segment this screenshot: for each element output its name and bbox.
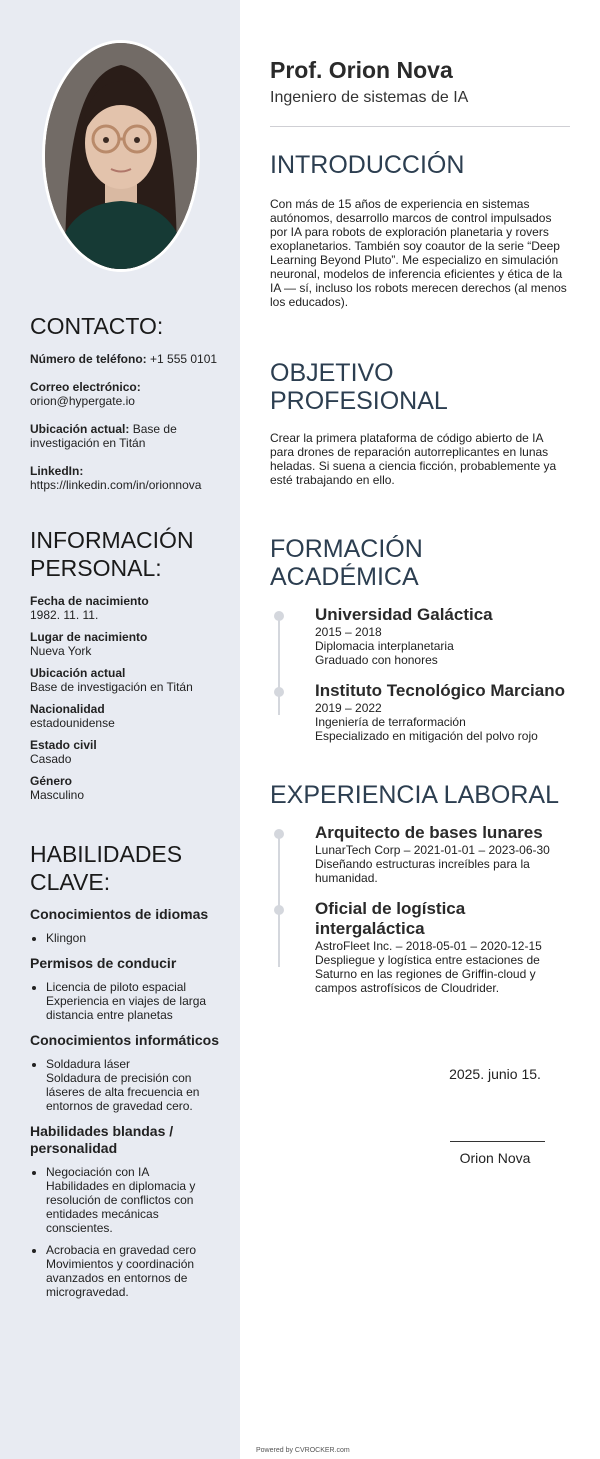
intro-text: Con más de 15 años de experiencia en sistemas autónomos, desarrollo marcos de control impulsados por IA para robots de exploración planetaria y rovers exoplanetarios. También soy coautor de la serie “Deep Learning Beyond Pluto”. Me especializo en simulación neuronal, modelos de inferencia eficientes y ética de la IA — sí, incluso los robots merecen derechos (al menos los educados). (270, 197, 567, 309)
skill-list-languages (30, 931, 226, 945)
objective-text: Crear la primera plataforma de código abierto de IA para drones de reparación autorreplicantes en lunas heladas. Si suena a ciencia ficción, probablemente ya esté trabajando en ello. (270, 431, 557, 487)
education-timeline (270, 605, 570, 743)
candidate-name: Prof. Orion Nova (270, 57, 453, 83)
personal-gender: Género Masculino (30, 774, 85, 802)
timeline-line (278, 613, 280, 715)
main-content (270, 56, 570, 1009)
skill-list-soft (30, 1165, 226, 1299)
contact-heading: CONTACTO: (30, 313, 164, 339)
timeline-dot (274, 905, 284, 915)
skill-category-computer: Conocimientos informáticos (30, 1032, 220, 1048)
timeline-line (278, 831, 280, 967)
list-item: • Klingon (46, 931, 226, 945)
list-item: • Licencia de piloto espacial Experiencia en viajes de larga distancia entre planetas (46, 980, 226, 1022)
portrait-image (45, 43, 197, 269)
personal-birthdate: Fecha de nacimiento 1982. 11. 11. (30, 594, 149, 622)
signature-name: Orion Nova (459, 1150, 531, 1166)
linkedin-link[interactable]: https://linkedin.com/in/orionnova (30, 478, 202, 492)
personal-nationality: Nacionalidad estadounidense (30, 702, 115, 730)
education-entry: Instituto Tecnológico Marciano 2019 – 2022 Ingeniería de terraformación Especializado en mitigación del polvo rojo (315, 681, 570, 743)
footer-credit[interactable]: Powered by CVROCKER.com (256, 1447, 350, 1454)
sidebar-content (30, 312, 226, 1307)
objective-heading: OBJETIVO PROFESIONAL (270, 359, 448, 415)
skill-list-licenses (30, 980, 226, 1022)
signature-line (450, 1141, 545, 1142)
skill-category-soft: Habilidades blandas / personalidad (30, 1123, 174, 1156)
contact-phone: Número de teléfono: +1 555 0101 (30, 352, 218, 366)
skills-heading: HABILIDADES CLAVE: (30, 841, 183, 895)
personal-marital: Estado civil Casado (30, 738, 97, 766)
skill-category-languages: Conocimientos de idiomas (30, 906, 209, 922)
signature-date: 2025. junio 15. (449, 1066, 541, 1082)
experience-entry: Arquitecto de bases lunares LunarTech Corp – 2021-01-01 – 2023-06-30 Diseñando estructuras increíbles para la humanidad. (315, 823, 570, 885)
sidebar (0, 0, 240, 1459)
list-item: • Soldadura láser Soldadura de precisión con láseres de alta frecuencia en entornos de gravedad cero. (46, 1057, 226, 1113)
profile-photo (42, 40, 200, 272)
contact-location: Ubicación actual: Base de investigación en Titán (30, 422, 177, 450)
timeline-dot (274, 829, 284, 839)
personal-heading: INFORMACIÓN PERSONAL: (30, 527, 194, 581)
contact-email: Correo electrónico: orion@hypergate.io (30, 380, 141, 408)
contact-linkedin: LinkedIn: https://linkedin.com/in/orionnova (30, 464, 202, 492)
skill-category-licenses: Permisos de conducir (30, 955, 177, 971)
education-heading: FORMACIÓN ACADÉMICA (270, 535, 423, 591)
divider (270, 126, 570, 127)
list-item: • Negociación con IA Habilidades en diplomacia y resolución de conflictos con entidades mecánicas conscientes. (46, 1165, 226, 1235)
intro-heading: INTRODUCCIÓN (270, 151, 465, 179)
timeline-dot (274, 611, 284, 621)
experience-timeline (270, 823, 570, 995)
list-item: • Acrobacia en gravedad cero Movimientos y coordinación avanzados en entornos de microgravedad. (46, 1243, 226, 1299)
personal-birthplace: Lugar de nacimiento Nueva York (30, 630, 148, 658)
education-entry: Universidad Galáctica 2015 – 2018 Diplomacia interplanetaria Graduado con honores (315, 605, 570, 667)
personal-location: Ubicación actual Base de investigación en Titán (30, 666, 193, 694)
email-link[interactable]: orion@hypergate.io (30, 394, 135, 408)
timeline-dot (274, 687, 284, 697)
experience-entry: Oficial de logística intergaláctica AstroFleet Inc. – 2018-05-01 – 2020-12-15 Despliegue y logística entre estaciones de Saturno en las regiones de Griffin-cloud y campos astrofísicos de Cloudrider. (315, 899, 570, 995)
skill-list-computer (30, 1057, 226, 1113)
experience-heading: EXPERIENCIA LABORAL (270, 781, 560, 809)
job-title: Ingeniero de sistemas de IA (270, 89, 469, 106)
